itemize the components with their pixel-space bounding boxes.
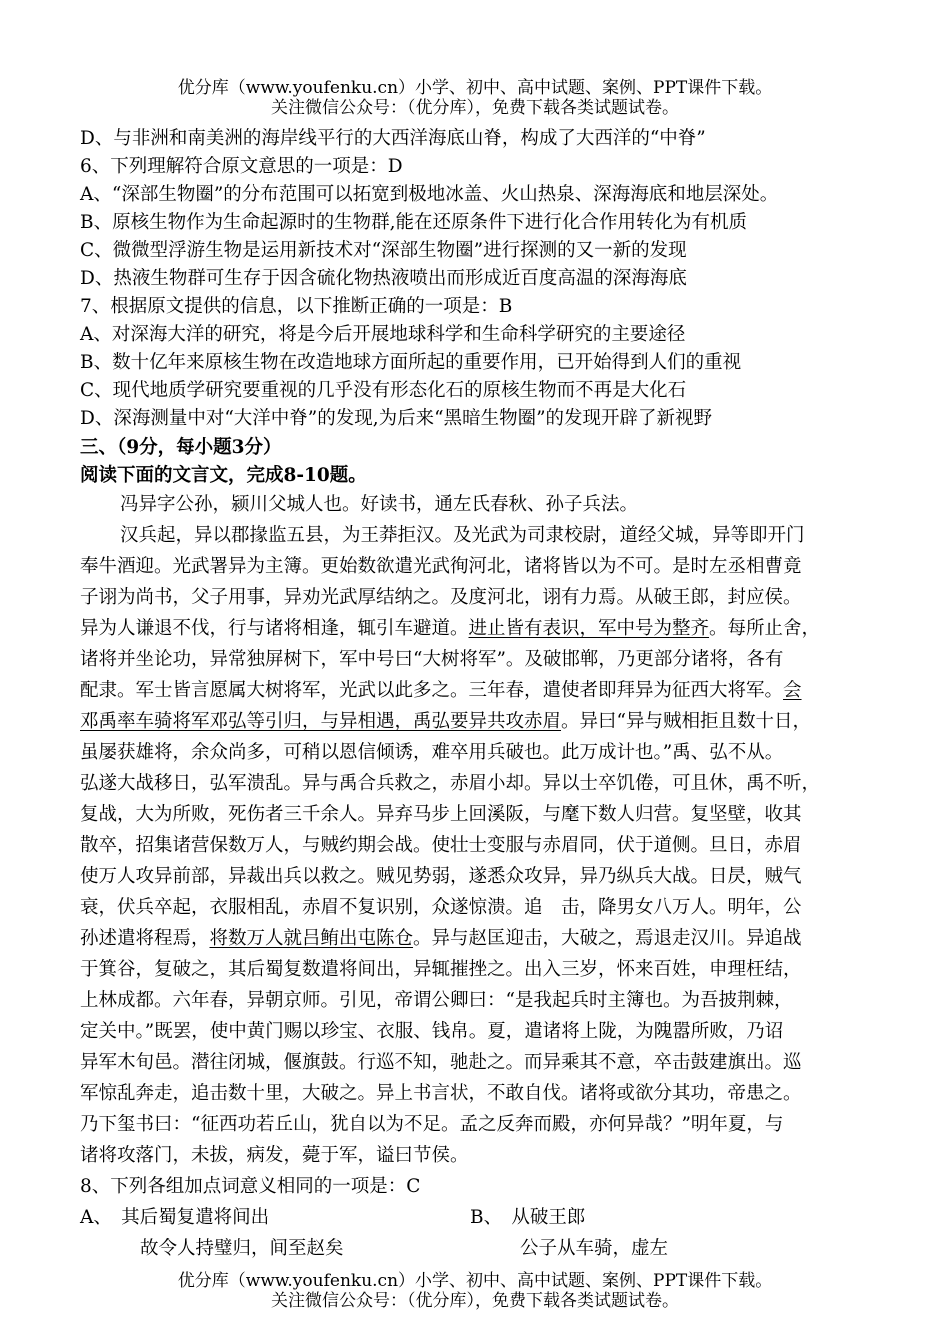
q7-option-b: B、数十亿年来原核生物在改造地球方面所起的重要作用，已开始得到人们的重视 <box>80 352 742 373</box>
q8-option-b-line-1: B、 从破王郎 <box>470 1207 586 1228</box>
passage-line: 上林成都。六年春，异朝京师。引见，帝谓公卿曰：“是我起兵时主簿也。为吾披荆棘， <box>80 990 793 1011</box>
passage-line: 使万人攻异前部，异裁出兵以救之。贼见势弱，遂悉众攻异，异乃纵兵大战。日昃，贼气 <box>80 866 802 887</box>
section-3-title: 三、（9分，每小题3分） <box>80 437 282 458</box>
underlined-sentence: 邓禹率车骑将军邓弘等引归，与异相遇，禹弘要异共攻赤眉 <box>80 711 562 732</box>
passage-text: 。每所止舍， <box>709 618 821 639</box>
passage-line: 散卒，招集诸营保数万人，与贼约期会战。使壮士变服与赤眉同，伏于道侧。旦日，赤眉 <box>80 835 802 856</box>
passage-line: 诸将攻落门，未拔，病发，薨于军，谥曰节侯。 <box>80 1145 469 1166</box>
header-line-1: 优分库（www.youfenku.cn）小学、初中、高中试题、案例、PPT课件下载。 <box>177 78 773 98</box>
passage-line: 军惊乱奔走，追击数十里，大破之。异上书言状，不敢自伐。诸将或欲分其功，帝患之。 <box>80 1083 802 1104</box>
passage-line: 于箕谷，复破之，其后蜀复数遣将间出，异辄摧挫之。出入三岁，怀来百姓，申理枉结， <box>80 959 802 980</box>
footer-line-2: 关注微信公众号：（优分库），免费下载各类试题试卷。 <box>271 1291 679 1311</box>
passage-line: 弘遂大战移日，弘军溃乱。异与禹合兵救之，赤眉小却。异以士卒饥倦，可且休，禹不听， <box>80 773 821 794</box>
passage-line: 汉兵起，异以郡掾监五县，为王莽拒汉。及光武为司隶校尉，道经父城，异等即开门 <box>120 525 805 546</box>
q6-option-b: B、原核生物作为生命起源时的生物群,能在还原条件下进行化合作用转化为有机质 <box>80 212 747 233</box>
q6-stem: 6、下列理解符合原文意思的一项是：D <box>80 156 403 177</box>
q7-option-d: D、深海测量中对“大洋中脊”的发现,为后来“黑暗生物圈”的发现开辟了新视野 <box>80 408 713 429</box>
passage-line: 子诩为尚书，父子用事，异劝光武厚结纳之。及度河北，诩有力焉。从破王郎，封应侯。 <box>80 587 802 608</box>
q6-option-c: C、微微型浮游生物是运用新技术对“深部生物圈”进行探测的又一新的发现 <box>80 240 687 261</box>
underlined-sentence: 会 <box>783 680 802 701</box>
passage-line: 异军木旬邑。潜往闭城，偃旗鼓。行巡不知，驰赴之。而异乘其不意，卒击鼓建旗出。巡 <box>80 1052 802 1073</box>
q6-option-a: A、“深部生物圈”的分布范围可以拓宽到极地冰盖、火山热泉、深海海底和地层深处。 <box>80 184 779 205</box>
passage-line <box>80 615 820 643</box>
q6-option-d: D、热液生物群可生存于因含硫化物热液喷出而形成近百度高温的深海海底 <box>80 268 687 289</box>
passage-text: 异为人谦退不伐，行与诸将相逢，辄引车避道。 <box>80 618 469 639</box>
passage-text: 。异与赵匡迎击，大破之，焉退走汉川。异追战 <box>413 928 802 949</box>
passage-line: 乃下玺书曰：“征西功若丘山，犹自以为不足。孟之反奔而殿，亦何异哉？”明年夏，与 <box>80 1114 784 1135</box>
q8-stem: 8、下列各组加点词意义相同的一项是：C <box>80 1176 421 1197</box>
passage-line: 复战，大为所败，死伤者三千余人。异弃马步上回溪阪，与麾下数人归营。复坚壁，收其 <box>80 804 802 825</box>
passage-line: 定关中。”既罢，使中黄门赐以珍宝、衣服、钱帛。夏，遣诸将上陇，为隗嚣所败，乃诏 <box>80 1021 784 1042</box>
passage-line: 诸将并坐论功，异常独屏树下，军中号曰“大树将军”。及破邯郸，乃更部分诸将，各有 <box>80 649 784 670</box>
header-line-2: 关注微信公众号：（优分库），免费下载各类试题试卷。 <box>271 98 679 118</box>
section-3-instruction: 阅读下面的文言文，完成8-10题。 <box>80 465 367 486</box>
q7-option-a: A、对深海大洋的研究，将是今后开展地球科学和生命科学研究的主要途径 <box>80 324 686 345</box>
passage-text: 孙述遣将程焉， <box>80 928 210 949</box>
q8-options-row-2 <box>80 1235 870 1263</box>
q8-option-a-line-2: 故令人持璧归，间至赵矣 <box>140 1238 344 1259</box>
q8-options-row-1 <box>80 1204 870 1232</box>
passage-text: 配隶。军士皆言愿属大树将军，光武以此多之。三年春，遣使者即拜异为征西大将军。 <box>80 680 784 701</box>
underlined-sentence: 将数万人就吕鲔出屯陈仓 <box>209 928 414 949</box>
q7-stem: 7、根据原文提供的信息，以下推断正确的一项是：B <box>80 296 513 317</box>
passage-text: 。异曰“异与贼相拒且数十日， <box>561 711 811 732</box>
underlined-sentence: 进止皆有表识，军中号为整齐 <box>468 618 710 639</box>
passage-line: 虽屡获雄将，余众尚多，可稍以恩信倾诱，难卒用兵破也。此万成计也。”禹、弘不从。 <box>80 742 784 763</box>
passage-line <box>80 677 802 705</box>
passage-line: 奉牛酒迎。光武署异为主簿。更始数欲遣光武徇河北，诸将皆以为不可。是时左丞相曹竟 <box>80 556 802 577</box>
q8-option-a-line-1: A、 其后蜀复遣将间出 <box>80 1207 270 1228</box>
passage-line <box>80 925 802 953</box>
q5-option-d: D、与非洲和南美洲的海岸线平行的大西洋海底山脊，构成了大西洋的“中脊” <box>80 128 706 149</box>
passage-line: 衰，伏兵卒起，衣服相乱，赤眉不复识别，众遂惊溃。追 击，降男女八万人。明年，公 <box>80 897 802 918</box>
q8-option-b-line-2: 公子从车骑，虚左 <box>520 1238 669 1259</box>
q7-option-c: C、现代地质学研究要重视的几乎没有形态化石的原核生物而不再是大化石 <box>80 380 687 401</box>
footer-line-1: 优分库（www.youfenku.cn）小学、初中、高中试题、案例、PPT课件下载。 <box>177 1271 773 1291</box>
passage-line: 冯异字公孙，颍川父城人也。好读书，通左氏春秋、孙子兵法。 <box>120 494 639 515</box>
passage-line <box>80 708 811 736</box>
